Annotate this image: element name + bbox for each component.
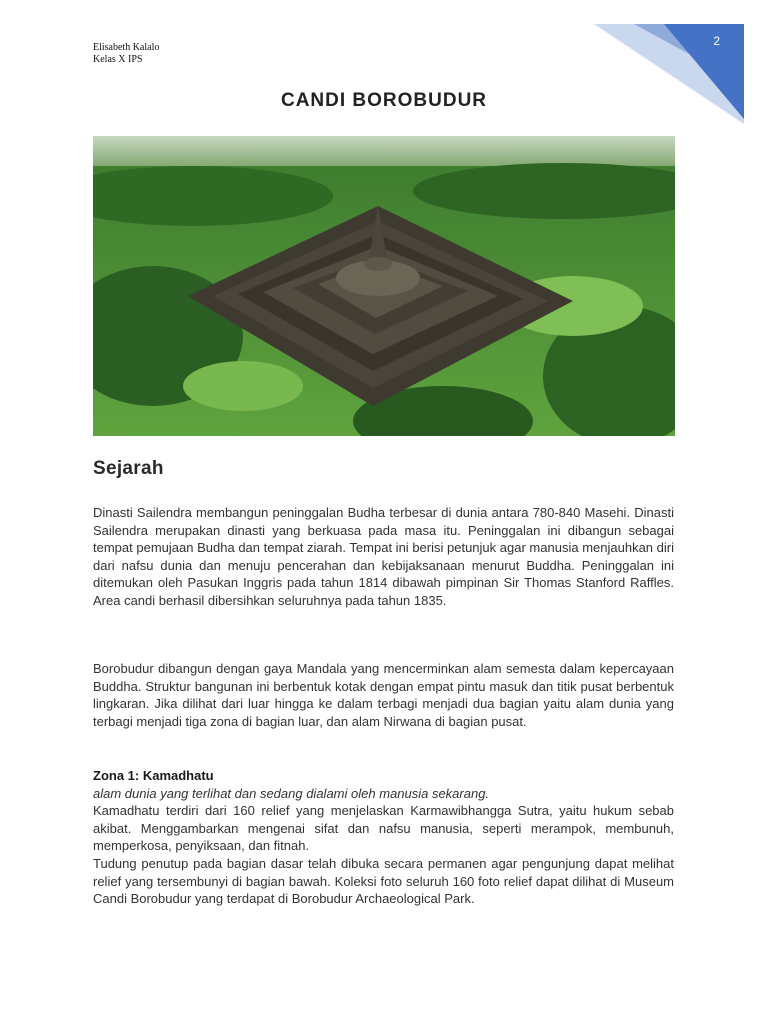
author-name: Elisabeth Kalalo: [93, 42, 160, 53]
zone-subtitle: alam dunia yang terlihat dan sedang dialami oleh manusia sekarang.: [93, 785, 490, 801]
author-block: [93, 42, 159, 66]
section-heading: Sejarah: [93, 458, 164, 479]
paragraph: Dinasti Sailendra membangun peninggalan Budha terbesar di dunia antara 780-840 Masehi. Dinasti Sailendra merupakan dinasti yang berkuasa pada masa itu. Peninggalan ini dibangun sebagai tempat pemujaan Budha dan tempat ziarah. Tempat ini berisi petunjuk agar manusia menjauhkan diri dari nafsu dunia dan menuju pencerahan dan kebijaksanaan menurut Buddha. Peninggalan ini ditemukan oleh Pasukan Inggris pada tahun 1814 dibawah pimpinan Sir Thomas Stanford Raffles. Area candi berhasil dibersihkan seluruhnya pada tahun 1835.: [93, 505, 674, 608]
main-stupa-base: [364, 257, 392, 271]
grass-clearing: [183, 361, 303, 411]
borobudur-photo-illustration: [93, 136, 675, 436]
author-class: Kelas X IPS: [93, 54, 143, 65]
zone-block: [93, 767, 674, 908]
zone-title: Zona 1: Kamadhatu: [93, 768, 214, 783]
page-number: 2: [713, 34, 720, 48]
page-title: CANDI BOROBUDUR: [280, 90, 488, 111]
paragraph: Borobudur dibangun dengan gaya Mandala yang mencerminkan alam semesta dalam kepercayaan Buddha. Struktur bangunan ini berbentuk kotak dengan empat pintu masuk dan titik pusat berbentuk lingkaran. Jika dilihat dari luar hingga ke dalam terbagi menjadi dua bagian yaitu alam dunia yang terbagi menjadi tiga zona di bagian luar, dan alam Nirwana di bagian pusat.: [93, 661, 674, 729]
zone-text: Tudung penutup pada bagian dasar telah dibuka secara permanen agar pengunjung dapat melihat relief yang tersembunyi di bagian bawah. Koleksi foto seluruh 160 foto relief dapat dilihat di Museum Candi Borobudur yang terdapat di Borobudur Archaeological Park.: [93, 855, 674, 907]
zone-text: Kamadhatu terdiri dari 160 relief yang menjelaskan Karmawibhangga Sutra, yaitu hukum sebab akibat. Menggambarkan mengenai sifat dan nafsu manusia, seperti merampok, membunuh, memperkosa, penyiksaan, dan fitnah.: [93, 803, 674, 854]
borobudur-photo: [93, 136, 675, 436]
